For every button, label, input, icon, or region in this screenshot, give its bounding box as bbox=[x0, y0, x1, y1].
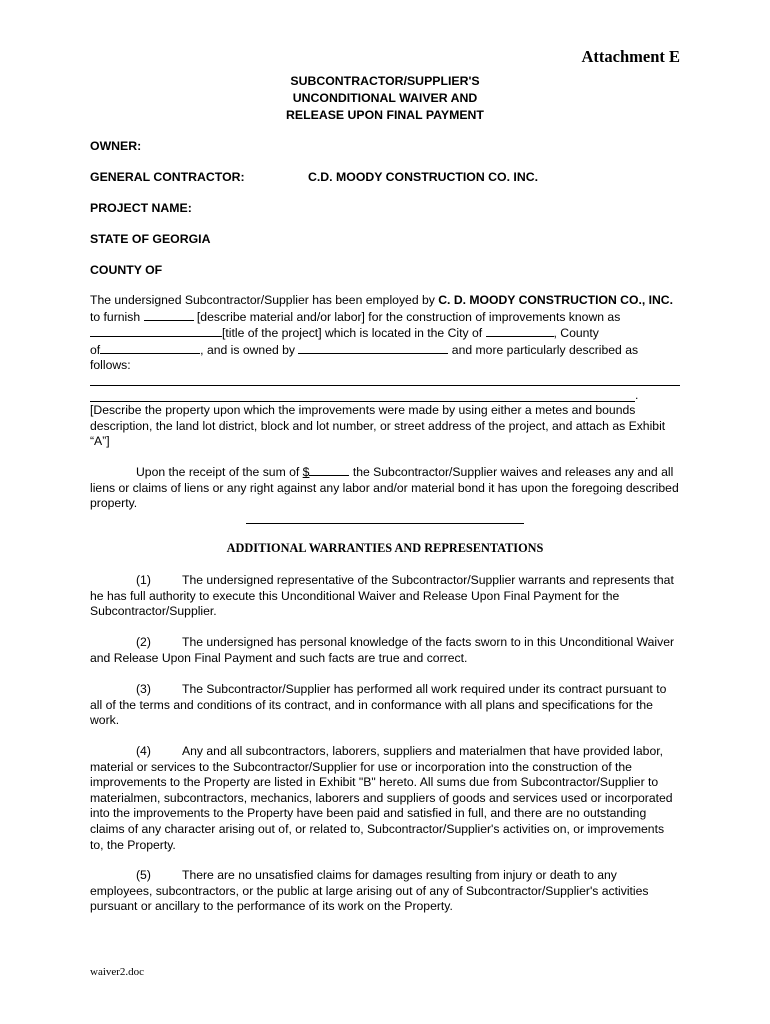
intro-text: The undersigned Subcontractor/Supplier has been employed by bbox=[90, 293, 439, 307]
item-text: The undersigned representative of the Subcontractor/Supplier warrants and represents that he has full authority to execute this Unconditional Waiver and Release Upon Final Payment for the Subcontractor/Supplier. bbox=[90, 573, 674, 619]
item-text: There are no unsatisfied claims for damages resulting from injury or death to any employees, subcontractors, or the public at large arising out of any of Subcontractor/Supplier's activities pursuant or ancillary to the performance of its work on the Property. bbox=[90, 868, 649, 914]
item-text: The Subcontractor/Supplier has performed all work required under its contract pursuant to all of the terms and conditions of its contract, and in conformance with all plans and specifications for the work. bbox=[90, 682, 667, 728]
general-contractor-value: C.D. MOODY CONSTRUCTION CO. INC. bbox=[308, 170, 539, 184]
describe-instructions: [Describe the property upon which the improvements were made by using either a metes and bounds description, the land lot district, block and lot number, or street address of the project, and attach as Exhibit “A”] bbox=[90, 403, 666, 449]
warranty-item-2 bbox=[90, 635, 680, 666]
signature-divider bbox=[246, 523, 524, 524]
description-line[interactable] bbox=[90, 385, 680, 386]
county-label: COUNTY OF bbox=[90, 263, 163, 277]
county-blank[interactable] bbox=[100, 342, 200, 354]
intro-text: , and is owned by bbox=[200, 342, 299, 357]
receipt-text: the Subcontractor/Supplier waives and releases any and all liens or claims of liens or any right against any labor and/or material bond it has upon the foregoing described property. bbox=[90, 465, 679, 511]
intro-text: , County bbox=[553, 326, 599, 341]
city-blank[interactable] bbox=[486, 325, 554, 337]
project-name-label: PROJECT NAME: bbox=[90, 201, 192, 215]
owner-blank[interactable] bbox=[298, 342, 448, 354]
amount-blank[interactable] bbox=[309, 464, 349, 476]
project-title-blank[interactable] bbox=[90, 325, 222, 337]
receipt-text: Upon the receipt of the sum of bbox=[136, 465, 303, 479]
item-text: Any and all subcontractors, laborers, suppliers and materialmen that have provided labor, material or services to the Subcontractor/Supplier for use or incorporation into the construction of the improvements to the Property are listed in Exhibit "B" hereto. All sums due from Subcontractor/Supplier to materialmen, subcontractors, mechanics, laborers and suppliers of goods and services used or incorporated into the improvements to the Property have been paid and satisfied in full, and there are no outstanding claims of any character arising out of, or related to, Subcontractor/Supplier's activities on, or improvements to, the Property. bbox=[90, 744, 673, 852]
attachment-label: Attachment E bbox=[581, 47, 680, 66]
item-number: (5) bbox=[136, 868, 151, 882]
period: . bbox=[635, 388, 639, 402]
receipt-paragraph bbox=[90, 464, 680, 512]
material-blank[interactable] bbox=[144, 309, 194, 321]
intro-text: [describe material and/or labor] for the construction of improvements known as bbox=[193, 309, 621, 324]
footer-filename: waiver2.doc bbox=[90, 966, 145, 978]
intro-text: to furnish bbox=[90, 309, 144, 324]
owner-label: OWNER: bbox=[90, 139, 142, 153]
state-label: STATE OF GEORGIA bbox=[90, 232, 211, 246]
document-title bbox=[0, 73, 770, 124]
intro-text: of bbox=[90, 342, 101, 357]
warranty-item-3 bbox=[90, 682, 680, 729]
title-line-1: SUBCONTRACTOR/SUPPLIER'S bbox=[290, 74, 480, 88]
title-line-2: UNCONDITIONAL WAIVER AND bbox=[292, 91, 478, 105]
company-name: C. D. MOODY CONSTRUCTION CO., INC. bbox=[438, 293, 673, 307]
item-number: (4) bbox=[136, 744, 151, 758]
intro-paragraph bbox=[90, 293, 680, 374]
item-text: The undersigned has personal knowledge of the facts sworn to in this Unconditional Waiver and Release Upon Final Payment and such facts are true and correct. bbox=[90, 635, 675, 665]
item-number: (1) bbox=[136, 573, 151, 587]
warranty-item-1 bbox=[90, 573, 680, 620]
general-contractor-label: GENERAL CONTRACTOR: bbox=[90, 170, 245, 184]
description-line[interactable] bbox=[90, 401, 635, 402]
section-title: ADDITIONAL WARRANTIES AND REPRESENTATIONS bbox=[226, 541, 544, 555]
warranty-item-5 bbox=[90, 868, 680, 915]
item-number: (3) bbox=[136, 682, 151, 696]
item-number: (2) bbox=[136, 635, 151, 649]
dollar-sign: $ bbox=[302, 465, 310, 479]
warranty-item-4 bbox=[90, 744, 680, 853]
intro-text: [title of the project] which is located in the City of bbox=[222, 326, 486, 341]
intro-text: and more particularly described as follows: bbox=[90, 342, 639, 373]
title-line-3: RELEASE UPON FINAL PAYMENT bbox=[286, 108, 484, 122]
